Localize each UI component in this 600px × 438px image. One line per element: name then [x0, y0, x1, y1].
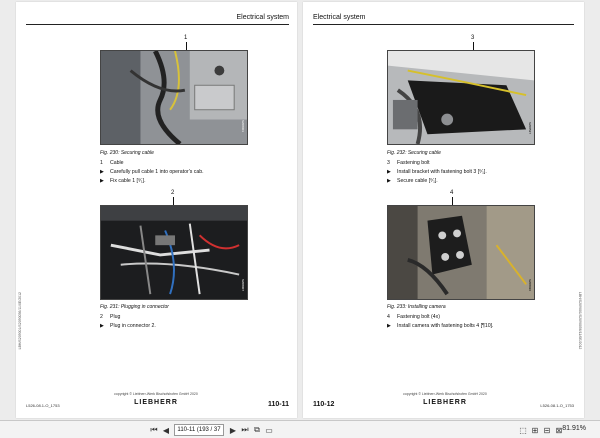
zoom-level[interactable]: 81.91%: [562, 425, 586, 432]
page-header: Electrical system: [313, 14, 366, 21]
side-document-code: LBH/S209001/S2090056/11/0E/2012: [18, 292, 22, 350]
footer-copyright: copyright © Liebherr-Werk Bischofshofen GmbH 2020: [114, 392, 198, 396]
liebherr-logo: LIEBHERR: [134, 399, 178, 406]
two-page-view-icon[interactable]: ⧉: [254, 425, 260, 434]
list-item: ▶ Fix cable 1 [⁰⁄₁].: [100, 178, 146, 184]
viewer-toolbar: [0, 420, 600, 438]
footer-copyright: copyright © Liebherr-Werk Bischofshofen GmbH 2020: [403, 392, 487, 396]
page-right: [303, 2, 584, 418]
liebherr-logo: LIEBHERR: [423, 399, 467, 406]
callout-label: 3: [471, 35, 475, 41]
page-number: 110-12: [313, 401, 335, 408]
photo-plugging-connector: [100, 205, 248, 300]
list-item: ▶ Carefully pull cable 1 into operator's cab.: [100, 169, 204, 175]
footer-document-code: L526-08.1-O_1753: [540, 403, 574, 408]
fit-page-icon[interactable]: ⬚: [519, 425, 527, 435]
header-rule: [26, 24, 289, 25]
side-document-code: LBH/S209001/S2090056/11/0E/2012: [578, 292, 582, 350]
page-number-input[interactable]: 110-11 (193 / 37: [174, 424, 224, 436]
settings-icon[interactable]: ⊠: [555, 425, 563, 435]
figure-caption: Fig. 232: Securing cable: [387, 150, 441, 156]
page-header: Electrical system: [236, 14, 289, 21]
list-item: ▶ Install camera with fastening bolts 4 [¶10].: [387, 323, 494, 329]
prev-page-icon[interactable]: ◀: [162, 425, 170, 435]
figure-stamp: S208001: [241, 119, 245, 132]
header-rule: [313, 24, 574, 25]
zoom-icon[interactable]: ⊟: [543, 425, 551, 435]
page-left: [16, 2, 297, 418]
list-item: 4 Fastening bolt (4x): [387, 314, 440, 320]
last-page-icon[interactable]: ⏭: [241, 425, 249, 434]
figure-stamp: S208007: [241, 278, 245, 291]
photo-installing-camera: [387, 205, 535, 300]
list-item: ▶ Install bracket with fastening bolt 3 [⁰⁄₁].: [387, 169, 487, 175]
list-item: 3 Fastening bolt: [387, 160, 430, 166]
first-page-icon[interactable]: ⏮: [150, 425, 158, 434]
list-item: ▶ Plug in connector 2.: [100, 323, 156, 329]
figure-stamp: S208527: [528, 121, 532, 134]
footer-document-code: L526-08.1-O_1753: [26, 403, 60, 408]
page-number: 110-11: [267, 401, 289, 408]
list-item: 2 Plug: [100, 314, 121, 320]
fit-width-icon[interactable]: ⊞: [531, 425, 539, 435]
figure-caption: Fig. 231: Plugging in connector: [100, 304, 169, 310]
figure-caption: Fig. 233: Installing camera: [387, 304, 446, 310]
list-item: ▶ Secure cable [⁰⁄₁].: [387, 178, 438, 184]
callout-label: 2: [171, 190, 175, 196]
figure-stamp: S208026: [528, 278, 532, 291]
list-item: 1 Cable: [100, 160, 124, 166]
next-page-icon[interactable]: ▶: [229, 425, 237, 435]
single-page-view-icon[interactable]: ▭: [265, 425, 273, 435]
photo-securing-cable: [100, 50, 248, 145]
photo-securing-cable: [387, 50, 535, 145]
callout-label: 4: [450, 190, 454, 196]
callout-label: 1: [184, 35, 188, 41]
figure-caption: Fig. 230: Securing cable: [100, 150, 154, 156]
